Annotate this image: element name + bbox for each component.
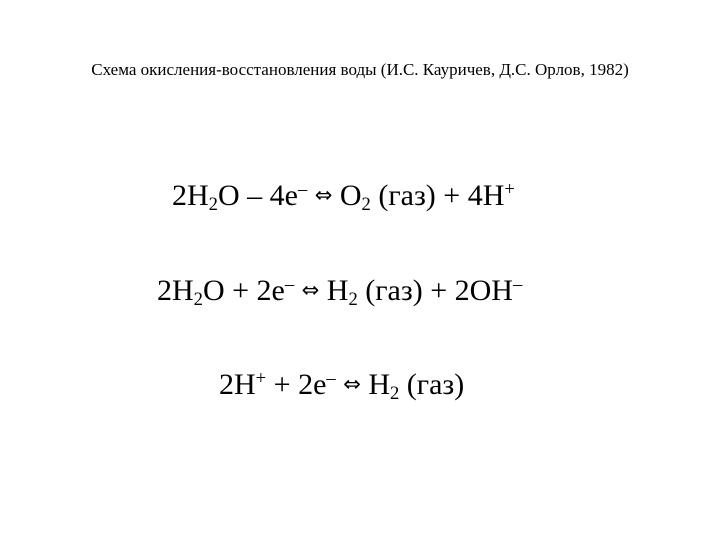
eq2-rhs-a-sub: 2 [348,289,358,311]
eq2-lhs-sub: 2 [193,289,203,311]
eq2-lhs-coef: 2H [157,274,194,307]
eq3-lhs-rest: + 2e [266,368,327,401]
eq1-lhs-coef: 2H [172,179,209,212]
eq3-rhs-a: H [368,368,390,401]
eq2-lhs-rest: O + 2e [202,274,285,307]
eq3-equilibrium-arrow-icon: ⇔ [343,371,361,396]
eq1-rhs-b: (газ) + 4H [370,179,505,212]
equation-proton-reduction [219,367,465,405]
eq3-rhs-b: (газ) [399,368,465,401]
eq2-rhs-a: H [326,274,349,307]
eq2-lhs-sup: – [284,273,295,295]
page-title: Схема окисления-восстановления воды (И.С. Кауричев, Д.С. Орлов, 1982) [91,60,629,79]
eq1-rhs-a: O [339,179,362,212]
eq1-lhs-sup: – [297,178,308,200]
eq3-lhs-sup1: + [255,367,267,389]
eq2-equilibrium-arrow-icon: ⇔ [301,277,320,302]
eq3-lhs-coef: 2H [219,368,256,401]
eq1-rhs-b-sup: + [504,178,515,200]
eq1-rhs-a-sub: 2 [361,194,371,216]
equation-water-reduction [157,273,523,311]
eq1-equilibrium-arrow-icon: ⇔ [314,182,333,207]
eq1-lhs-sub: 2 [208,194,218,216]
equation-water-oxidation [172,178,515,216]
eq3-lhs-sup: – [326,367,336,389]
eq2-rhs-b: (газ) + 2OH [357,274,513,307]
eq2-rhs-b-sup: – [512,273,523,295]
eq1-lhs-rest: O – 4e [217,179,298,212]
eq3-rhs-a-sub: 2 [389,383,400,405]
